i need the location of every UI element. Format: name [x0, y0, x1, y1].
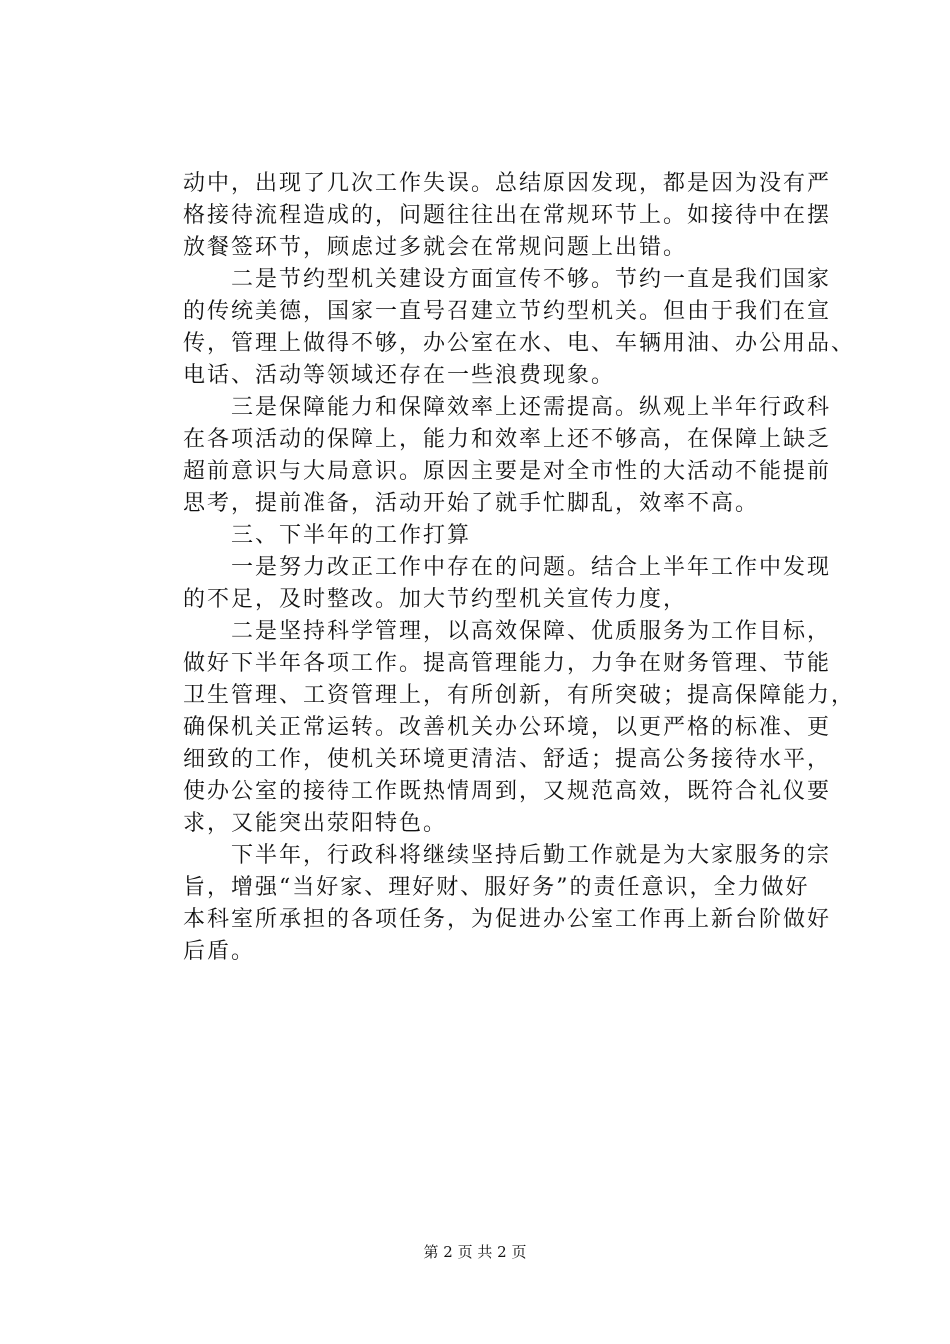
text-line: 传，管理上做得不够，办公室在水、电、车辆用油、办公用品、 [183, 331, 856, 356]
text-line: 确保机关正常运转。改善机关办公环境，以更严格的标准、更 [183, 715, 832, 740]
text-line: 细致的工作，使机关环境更清洁、舒适；提高公务接待水平， [183, 747, 832, 772]
text-line: 超前意识与大局意识。原因主要是对全市性的大活动不能提前 [183, 459, 832, 484]
text-line: 求，又能突出荥阳特色。 [183, 811, 448, 836]
text-line: 使办公室的接待工作既热情周到，又规范高效，既符合礼仪要 [183, 779, 832, 804]
text-line: 旨，增强“当好家、理好财、服好务”的责任意识，全力做好 [183, 875, 810, 900]
text-line: 三是保障能力和保障效率上还需提高。纵观上半年行政科 [183, 395, 832, 420]
text-line: 格接待流程造成的，问题往往出在常规环节上。如接待中在摆 [183, 203, 832, 228]
page-number-label: 第 2 页 共 2 页 [423, 1243, 527, 1261]
text-line: 二是坚持科学管理，以高效保障、优质服务为工作目标， [183, 619, 832, 644]
page-footer [0, 1242, 950, 1262]
document-body [183, 168, 856, 968]
text-line: 动中，出现了几次工作失误。总结原因发现，都是因为没有严 [183, 171, 832, 196]
text-line: 一是努力改正工作中存在的问题。结合上半年工作中发现 [183, 555, 832, 580]
text-line: 的传统美德，国家一直号召建立节约型机关。但由于我们在宣 [183, 299, 832, 324]
text-line: 做好下半年各项工作。提高管理能力，力争在财务管理、节能 [183, 651, 832, 676]
text-line: 电话、活动等领域还存在一些浪费现象。 [183, 363, 616, 388]
text-line: 下半年，行政科将继续坚持后勤工作就是为大家服务的宗 [183, 843, 832, 868]
text-line: 卫生管理、工资管理上，有所创新，有所突破；提高保障能力， [183, 683, 856, 708]
text-line: 后盾。 [183, 939, 256, 964]
section-heading: 三、下半年的工作打算 [183, 523, 472, 548]
text-line: 本科室所承担的各项任务，为促进办公室工作再上新台阶做好 [183, 907, 832, 932]
text-line: 放餐签环节，顾虑过多就会在常规问题上出错。 [183, 235, 688, 260]
text-line: 的不足，及时整改。加大节约型机关宣传力度， [183, 587, 688, 612]
text-line: 思考，提前准备，活动开始了就手忙脚乱，效率不高。 [183, 491, 760, 516]
text-line: 在各项活动的保障上，能力和效率上还不够高，在保障上缺乏 [183, 427, 832, 452]
text-line: 二是节约型机关建设方面宣传不够。节约一直是我们国家 [183, 267, 832, 292]
